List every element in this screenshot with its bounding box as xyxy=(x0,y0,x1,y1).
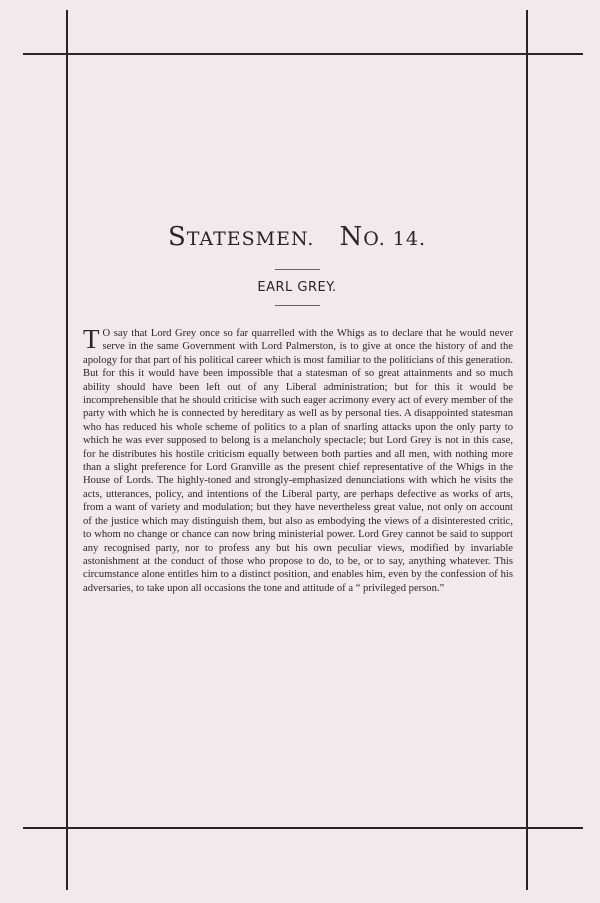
series-cap: S xyxy=(167,222,187,252)
drop-cap: T xyxy=(83,324,100,354)
title-divider-top xyxy=(275,269,320,270)
border-rule-bottom xyxy=(23,827,583,829)
page-title xyxy=(68,222,526,252)
series-rest: TATESMEN. xyxy=(186,228,315,250)
body-text: O say that Lord Grey once so far quarrelled with the Whigs as to declare that he would never serve in the same Government with Lord Palmerston, is to give at once the history of and the apology for that part of his political career which is most familiar to the politicians of this generation. But for this it would have been impossible that a statesman of so great attainments and so much ability should have been left out of any Liberal administration; but for this it would be incomprehensible that he should criticise with such eager acrimony every act of every member of the party with which he is connected by hereditary as well as by personal ties. A disappointed statesman who has reduced his whole scheme of politics to a plan of snarling attacks upon the only party to which he was ever supposed to belong is a melancholy spectacle; but Lord Grey is not in this case, for he distributes his hostile criticism equally between both parties and all men, with nothing more than a slight preference for Lord Granville as the present chief representative of the Whigs in the House of Lords. The highly-toned and strongly-emphasized denunciations with which he visits the acts, utterances, policy, and intentions of the Liberal party, are perhaps defective as works of arts, from a want of variety and modulation; but they have nevertheless great value, not only on account of the justice which may distinguish them, but also as embodying the views of a disinterested critic, to whom no change or chance can now bring ministerial power. Lord Grey cannot be said to support any recognised party, nor to profess any but his own peculiar views, modified by invariable astonishment at the conduct of those who propose to do, to be, or to say, anything whatever. This circumstance alone entitles him to a distinct position, and enables him, even by the confession of his adversaries, to take upon all occasions the tone and attitude of a “ privileged person.” xyxy=(83,328,513,594)
title-divider-bottom xyxy=(275,305,320,306)
border-rule-right xyxy=(526,10,528,890)
number-rest: O. 14. xyxy=(363,228,427,250)
subtitle: EARL GREY. xyxy=(257,280,337,295)
border-rule-top xyxy=(23,53,583,55)
number-cap: N xyxy=(339,222,364,252)
border-rule-left xyxy=(66,10,68,890)
body-paragraph xyxy=(83,324,513,595)
